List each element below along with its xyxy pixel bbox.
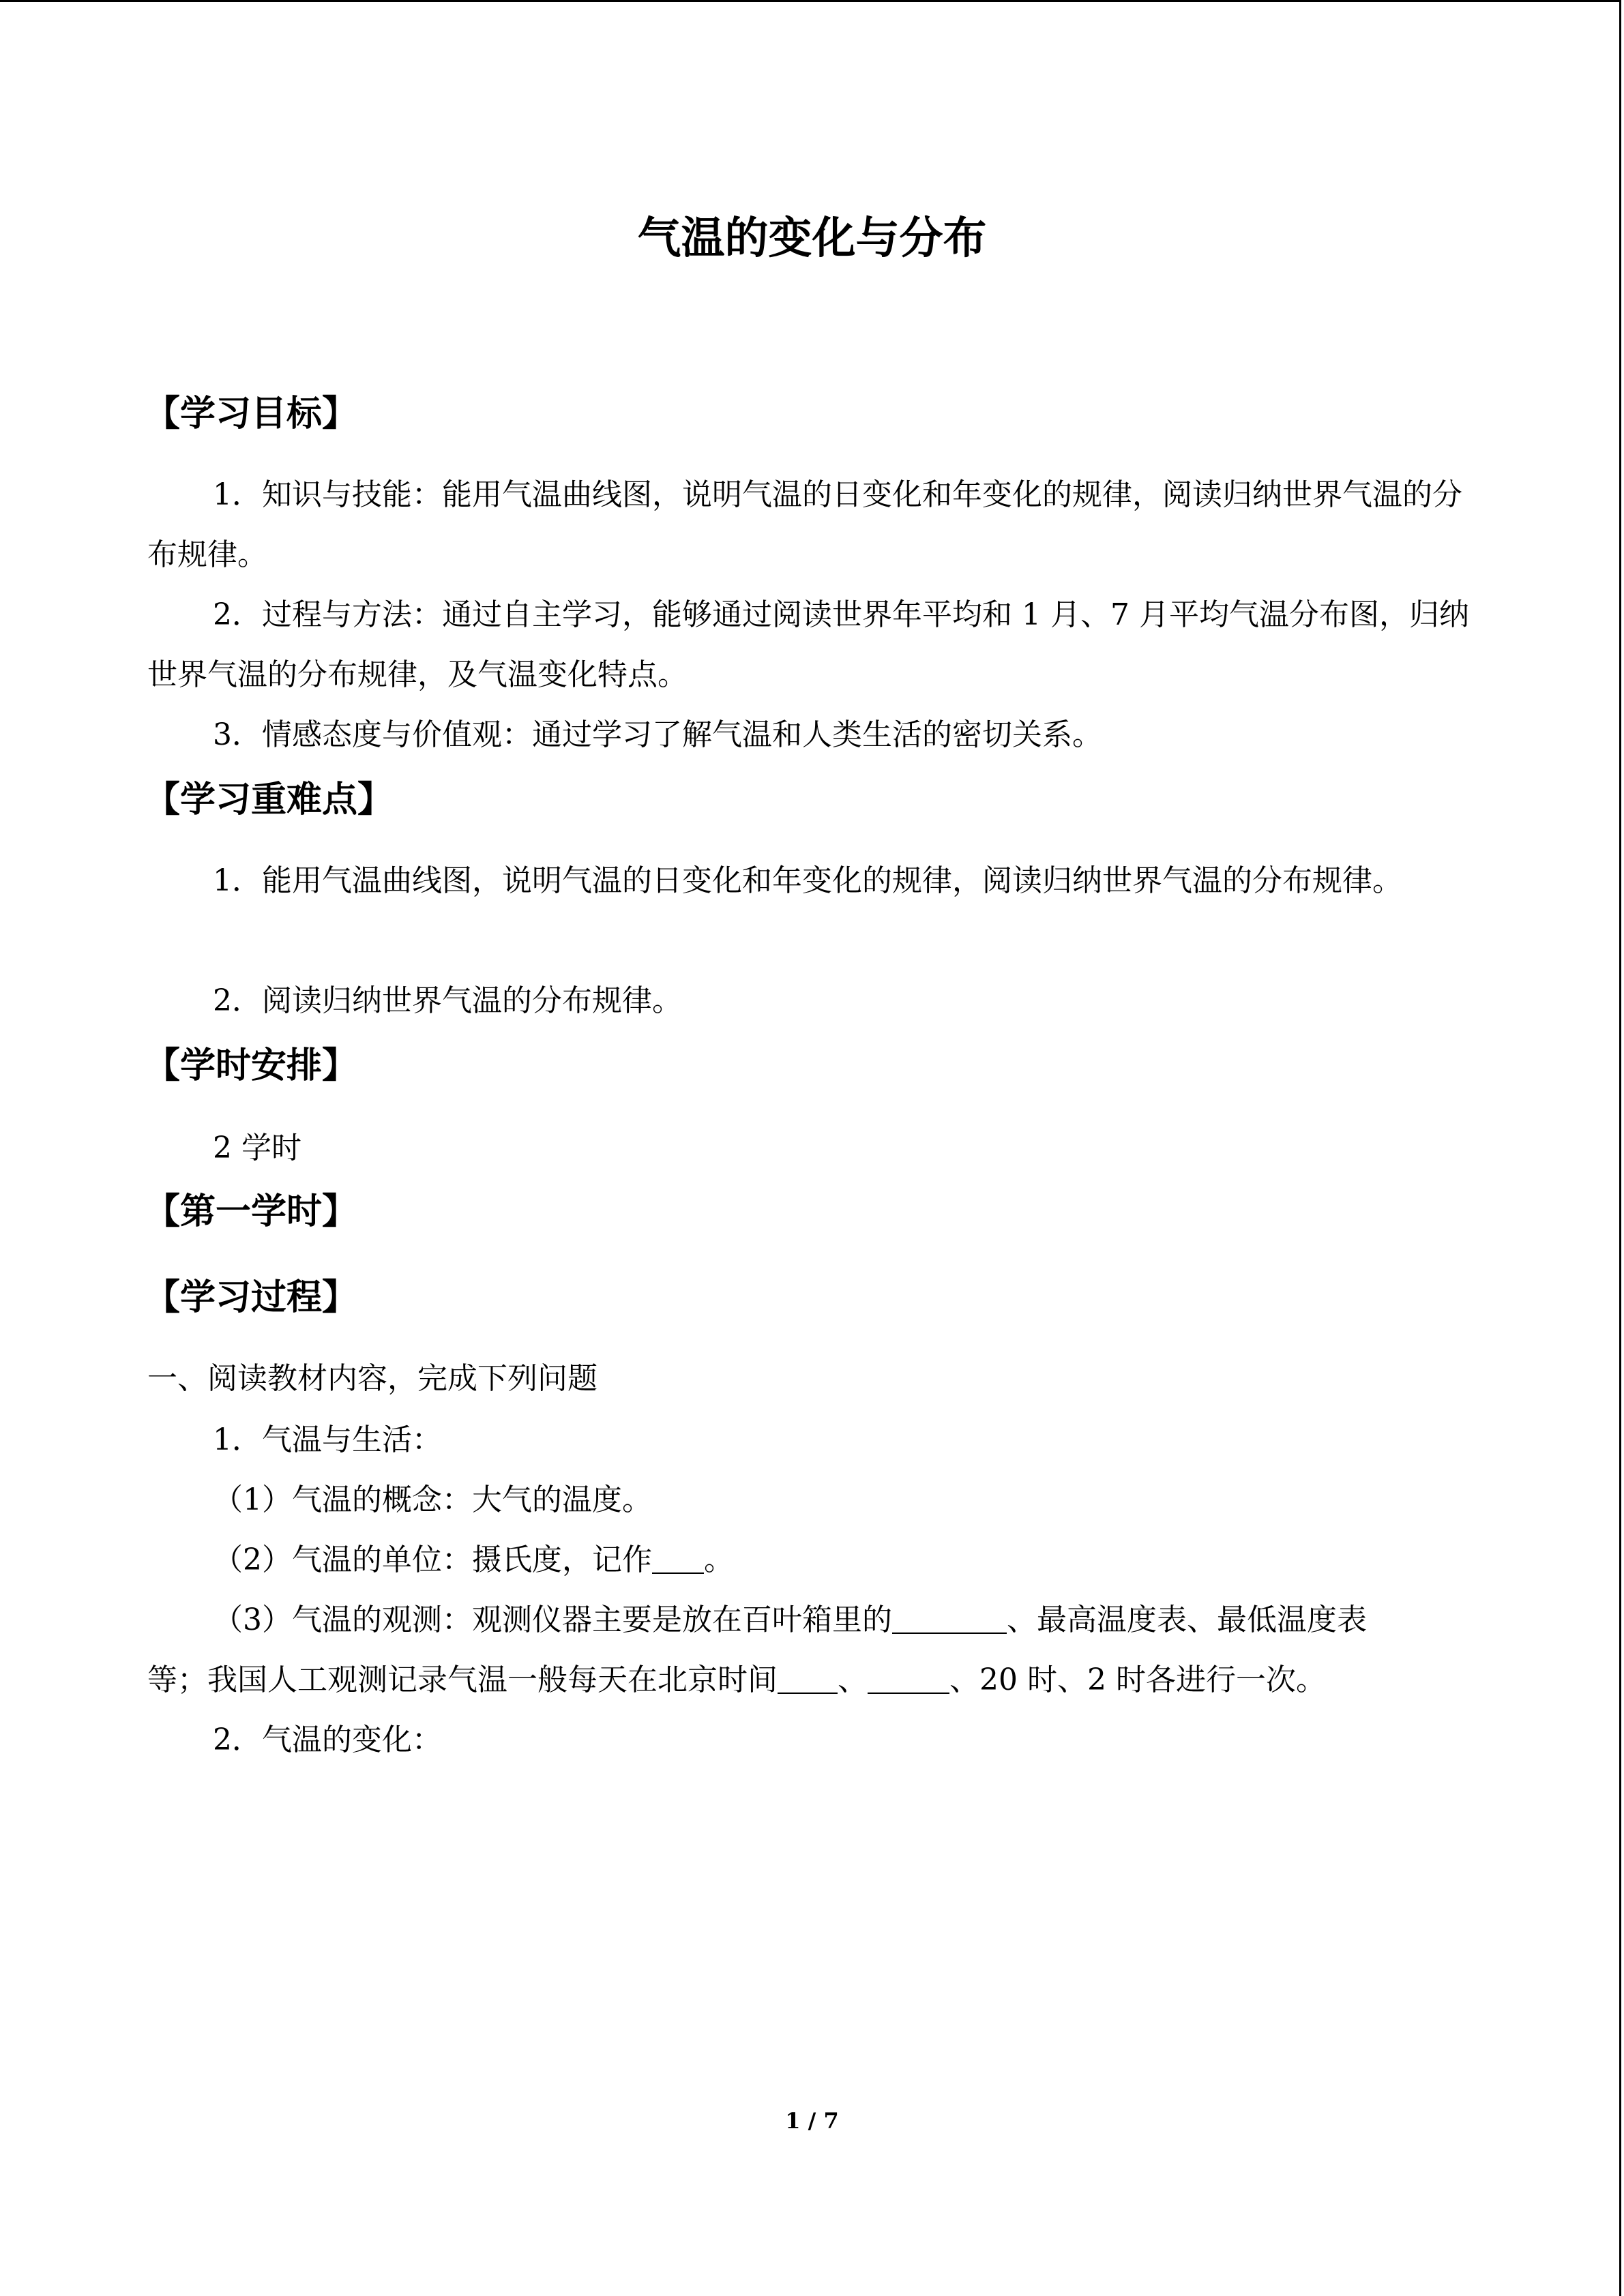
heading-schedule: 【学时安排】: [145, 1045, 358, 1086]
item1-title: 1．气温与生活：: [213, 1422, 442, 1457]
part-one-title: 一、阅读教材内容，完成下列问题: [147, 1361, 597, 1396]
blank-instrument[interactable]: [892, 1602, 1007, 1634]
sub-item-unit: [213, 1540, 734, 1581]
sub-item-observation-rest: 、最高温度表、最低温度表: [1007, 1602, 1367, 1637]
heading-objectives: 【学习目标】: [145, 393, 358, 434]
blank-unit[interactable]: [652, 1542, 704, 1574]
sub-item-observation-continued: [147, 1660, 1326, 1701]
heading-process: 【学习过程】: [145, 1277, 358, 1318]
objective-item-2: 2．过程与方法：通过自主学习，能够通过阅读世界年平均和 1 月、7 月平均气温分布图，归纳世界气温的分布规律，及气温变化特点。: [147, 597, 1469, 692]
page-number: 1 / 7: [785, 2108, 839, 2134]
objective-item-3: 3．情感态度与价值观：通过学习了解气温和人类生活的密切关系。: [213, 717, 1102, 752]
sub-item-observation-text: （3）气温的观测：观测仪器主要是放在百叶箱里的: [213, 1602, 892, 1637]
blank-time-1[interactable]: [778, 1663, 838, 1694]
observation-times-text: 等；我国人工观测记录气温一般每天在北京时间: [147, 1663, 778, 1697]
blank-time-2[interactable]: [868, 1663, 949, 1694]
sub-item-observation: [213, 1600, 1367, 1641]
observation-times-separator: 、: [838, 1663, 868, 1697]
key-point-item-2: 2．阅读归纳世界气温的分布规律。: [213, 983, 682, 1018]
sub-item-concept: （1）气温的概念：大气的温度。: [213, 1482, 652, 1517]
key-point-item-1: 1．能用气温曲线图，说明气温的日变化和年变化的规律，阅读归纳世界气温的分布规律。: [213, 863, 1402, 898]
observation-times-rest: 、20 时、2 时各进行一次。: [949, 1663, 1326, 1697]
objective-item-1: 1．知识与技能：能用气温曲线图，说明气温的日变化和年变化的规律，阅读归纳世界气温的分布规律。: [147, 477, 1462, 572]
item2-title: 2．气温的变化：: [213, 1723, 442, 1757]
schedule-text: 2 学时: [213, 1131, 301, 1165]
document-title: 气温的变化与分布: [637, 213, 987, 264]
sub-item-unit-end: 。: [704, 1542, 734, 1577]
heading-period-one: 【第一学时】: [145, 1191, 358, 1232]
sub-item-unit-text: （2）气温的单位：摄氏度，记作: [213, 1542, 652, 1577]
heading-key-points: 【学习重难点】: [145, 779, 394, 820]
